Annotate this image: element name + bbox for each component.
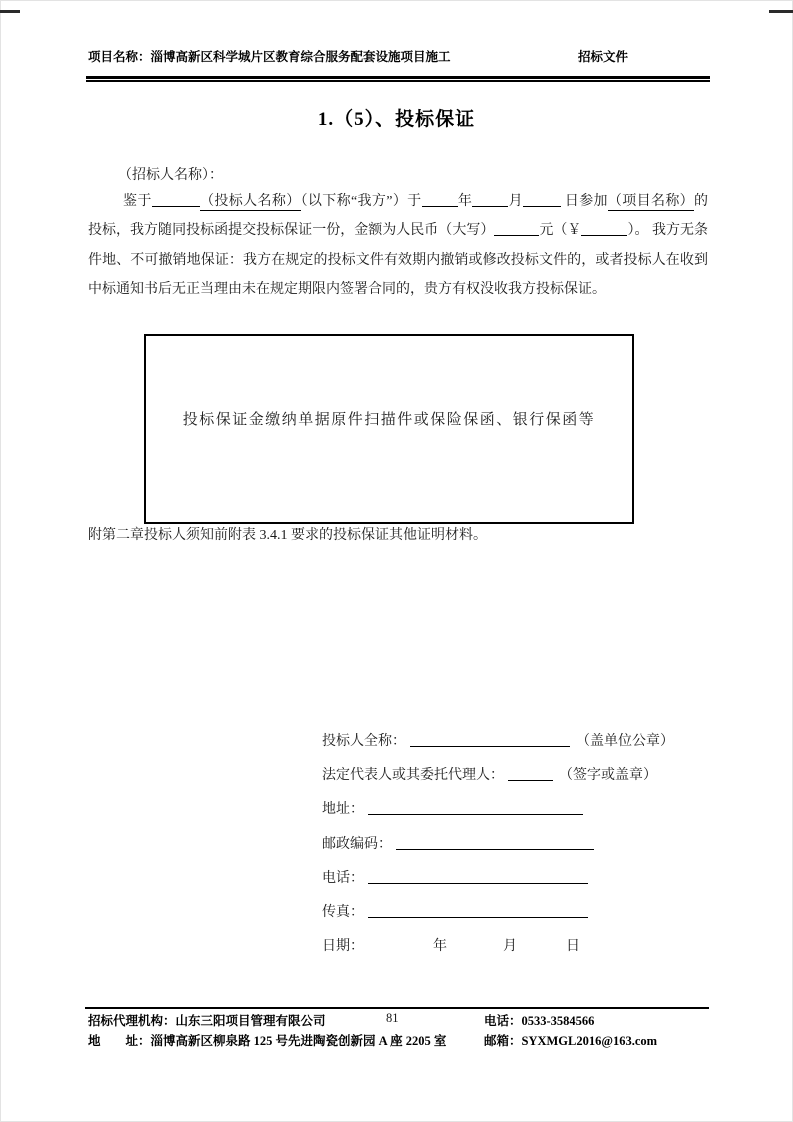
page-title: 1.（5）、投标保证 [317, 109, 476, 130]
blank-line-year [422, 194, 458, 207]
date-year-label: 年 [433, 939, 447, 955]
form-row-phone [322, 860, 674, 894]
para-text: 年 [457, 194, 473, 209]
bidder-name-seal-note: （盖单位公章） [576, 734, 674, 750]
form-row-bidder-name [322, 723, 674, 757]
footer-agency: 招标代理机构：山东三阳项目管理有限公司 [88, 1014, 326, 1028]
page-header [88, 47, 708, 65]
footer-email: 邮箱：SYXMGL2016@163.com [484, 1034, 658, 1048]
signature-form [322, 723, 674, 962]
scan-artifact-top-right [769, 10, 793, 13]
fax-label: 传真： [322, 905, 364, 921]
address-label: 地址： [322, 802, 364, 818]
phone-blank [368, 870, 588, 884]
guarantee-paragraph [88, 187, 708, 305]
attachment-placeholder-box [144, 334, 634, 524]
page-number: 81 [386, 1011, 399, 1025]
footer-divider [85, 1007, 709, 1009]
address-blank [368, 801, 583, 815]
representative-blank [508, 767, 553, 781]
para-text: 元（￥ [539, 223, 582, 239]
form-row-address [322, 791, 674, 825]
phone-label: 电话： [322, 870, 364, 886]
footer-address: 地 址：淄博高新区柳泉路 125 号先进陶瓷创新园 A 座 2205 室 [88, 1034, 447, 1048]
addressee-line: （招标人名称）： [118, 168, 223, 183]
scan-artifact-top-left [0, 10, 20, 13]
blank-line-amount-words [494, 223, 539, 236]
form-row-postcode [322, 826, 674, 860]
para-text: 鉴于 [123, 194, 152, 209]
header-divider [86, 76, 710, 82]
para-text: （以下称“我方”）于 [300, 194, 422, 209]
header-doc-type: 招标文件 [577, 50, 628, 64]
header-divider-thin-line [86, 80, 710, 81]
para-text: 日参加 [560, 194, 608, 209]
representative-sign-note: （签字或盖章） [559, 768, 657, 784]
date-month-label: 月 [503, 939, 517, 955]
header-project-name: 项目名称：淄博高新区科学城片区教育综合服务配套设施项目施工 [88, 50, 451, 64]
attachment-note: 附第二章投标人须知前附表 3.4.1 要求的投标保证其他证明材料。 [88, 528, 487, 543]
para-text: 的投标，我方随同投标函提交投标保证一份，金额为人民币（大写） [88, 194, 709, 239]
bidder-name-label: 投标人全称： [322, 734, 406, 750]
blank-line-amount-figures [581, 223, 627, 236]
footer-contact-block [484, 1011, 657, 1051]
date-label: 日期： [322, 939, 364, 955]
postcode-blank [396, 836, 594, 850]
blank-line-bidder-name [152, 194, 200, 207]
para-text: 月 [508, 194, 523, 209]
blank-line-month [472, 194, 508, 207]
fax-blank [368, 904, 588, 918]
project-name-placeholder: （项目名称） [607, 194, 695, 209]
postcode-label: 邮政编码： [322, 836, 392, 852]
bidder-name-blank [410, 733, 570, 747]
form-row-representative [322, 757, 674, 791]
bidder-name-placeholder: （投标人名称） [199, 194, 301, 209]
blank-line-day [523, 194, 561, 207]
footer-phone: 电话：0533-3584566 [484, 1014, 595, 1028]
form-row-date [322, 928, 674, 962]
form-row-fax [322, 894, 674, 928]
date-day-label: 日 [566, 939, 580, 955]
header-divider-thick-line [86, 76, 710, 79]
attachment-box-text: 投标保证金缴纳单据原件扫描件或保险保函、银行保函等 [182, 411, 596, 428]
representative-label: 法定代表人或其委托代理人： [322, 768, 504, 784]
para-text: ）。 我方无条件地、不可撤销地保证：我方在规定的投标文件有效期内撤销或修改投标文件的，或者投标人在收到中标通知书后无正当理由未在规定期限内签署合同的，贵方有权没收我方投标保证。 [88, 223, 709, 298]
